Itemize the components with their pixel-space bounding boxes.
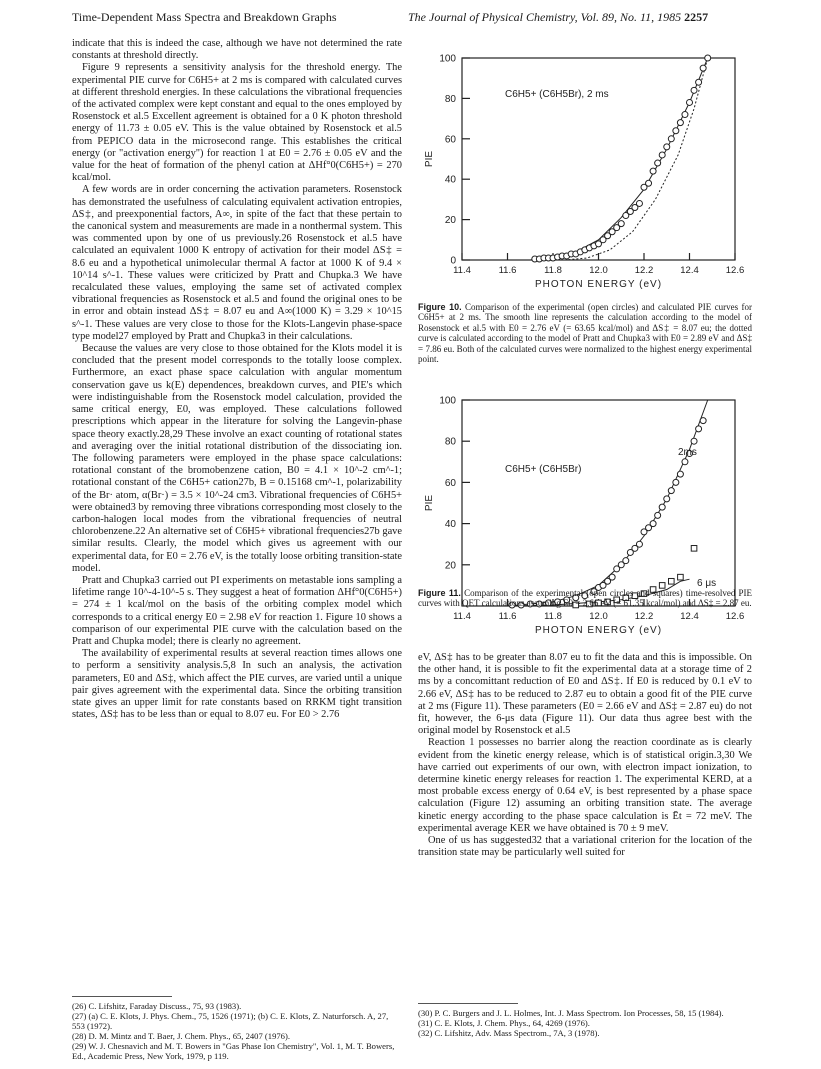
y-tick-label: 100: [439, 53, 456, 65]
x-tick-label: 11.6: [498, 611, 517, 622]
x-tick-label: 11.4: [453, 611, 471, 622]
reference: (32) C. Lifshitz, Adv. Mass Spectrom., 7A, 3 (1978).: [418, 1028, 600, 1038]
y-tick-label: 60: [444, 477, 456, 489]
caption-label: Figure 10.: [418, 302, 462, 312]
x-tick-label: 11.8: [544, 611, 562, 622]
x-tick-label: 12.6: [725, 265, 745, 276]
paragraph: A few words are in order concerning the activation parameters. Rosenstock has demonstrated the usefulness of calculating equivalent activation entropies, ΔS‡, and preexponential factors, A∞, in spite of the fact that these pertain to the canonical system and measurements are made in a nonthermal system. This was commented upon by one of us previously.26 Rosenstock et al.5 have calculated an equivalent 1000 K entropy of activation for their model ΔS‡ = 8.6 eu and a hypothetical unimolecular thermal A factor at 1000 K of 9.4 × 10^14 s^-1. These values were criticized by Pratt and Chupka.3 We have recalculated these values, employing the same set of activated complex vibrational frequencies as Rosenstock et al.5 and found the original ones to be in error and obtain instead ΔS‡ = 8.07 eu and A∞(1000 K) = 3.29 × 10^15 s^-1. These values are very close to those for the Klots-Langevin phase-space type model27 employed by Pratt and Chupka3 in their calculations.: [72, 184, 402, 342]
data-point-circle: [659, 504, 665, 510]
paragraph: The availability of experimental results at several reaction times allows one to perform a sensitivity analysis.5,8 In such an analysis, the activation parameters, E0 and ΔS‡, which affect the PIE curves, are varied until a unique pair gives agreement with the experimental data. Since the orbiting transition state gives an upper limit for rate constants based on RRKM tight transition states, ΔS‡ has to be less than or equal to 8.07 eu. For E0 > 2.76: [72, 648, 402, 721]
data-point-circle: [691, 438, 697, 444]
caption-label: Figure 11.: [418, 588, 461, 598]
x-tick-label: 12.0: [589, 611, 608, 622]
journal-citation: The Journal of Physical Chemistry, Vol. 89, No. 11, 1985: [408, 10, 682, 24]
y-tick-label: 80: [444, 436, 456, 448]
paragraph: indicate that this is indeed the case, although we have not determined the rate constants at threshold directly.: [72, 38, 402, 62]
y-tick-label: 60: [444, 134, 456, 146]
footnote-rule: [418, 1003, 518, 1004]
data-point-circle: [623, 558, 629, 564]
y-axis-label: PIE: [424, 494, 435, 512]
y-tick-label: 40: [444, 174, 456, 186]
reference: (28) D. M. Mintz and T. Baer, J. Chem. Phys., 65, 2407 (1976).: [72, 1031, 290, 1041]
caption-text: Comparison of the experimental (open circles and squares) time-resolved PIE curves with QET calculations assuming E0 = 2.66 eV (= 61.35 kcal/mol) and ΔS‡ = 2.87 eu.: [418, 588, 752, 609]
x-axis-label: PHOTON ENERGY (eV): [534, 625, 663, 636]
footnote-rule: [72, 996, 172, 997]
reference: (31) C. E. Klots, J. Chem. Phys., 64, 4269 (1976).: [418, 1018, 590, 1028]
paragraph: eV, ΔS‡ has to be greater than 8.07 eu to fit the data and this is impossible. On the other hand, it is possible to fit the experimental data at a storage time of 2 ms by a concomittant reduction of E0 and ΔS‡. If E0 is reduced by 0.1 eV to 2.66 eV, ΔS‡ has to be reduced to 2.87 eu to obtain a good fit of the PIE curve at 2 ms (Figure 11). These parameters (E0 = 2.66 eV and ΔS‡ = 2.87 eu) do not fit, however, the 6-μs data (Figure 11). Our data thus agree best with the original model by Rosenstock et al.5: [418, 652, 752, 737]
data-point-circle: [696, 426, 702, 432]
reference: (30) P. C. Burgers and J. L. Holmes, Int. J. Mass Spectrom. Ion Processes, 58, 15 (1984).: [418, 1008, 724, 1018]
paragraph: Pratt and Chupka3 carried out PI experiments on metastable ions sampling a lifetime range 10^-4-10^-5 s. They suggest a heat of formation ΔHf°0(C6H5+) = 274 ± 1 kcal/mol on the basis of the orbiting complex model which corresponds to a critical energy E0 = 2.98 eV for reaction 1. Figure 10 shows a comparison of our experimental PIE curve with the calculation based on the Pratt and Chupka model; there is clearly no agreement.: [72, 574, 402, 647]
x-tick-label: 12.0: [589, 265, 608, 276]
paragraph: Reaction 1 possesses no barrier along the reaction coordinate as is clearly evident from the kinetic energy release, which is of statistical origin.3,30 We have carried out experiments of our own, with electron impact ionization, to determine kinetic energy releases for reaction 1. The experimental KERD, at a most probable excess energy of 0.64 eV, is best represented by a phase space calculation (Figure 12) assuming an orbiting transition state. The average kinetic energy according to the phase space calculation is Ēt = 72 meV. The experimental average KER we have obtained is 70 ± 9 meV.: [418, 737, 752, 834]
x-tick-label: 12.2: [634, 265, 654, 276]
y-axis-label: PIE: [424, 150, 435, 168]
data-point-circle: [673, 479, 679, 485]
y-tick-label: 100: [439, 395, 456, 407]
caption-text: Comparison of the experimental (open circles) and calculated PIE curves for C6H5+ at 2 ms. The smooth line represents the calculation according to the model of Rosenstock et al.5 with E0 = 2.76 eV (= 63.65 kcal/mol) and ΔS‡ = 8.07 eu; the dotted curve is calculated according to the model of Pratt and Chupka3 with E0 = 2.89 eV and ΔS‡ = 7.86 eu. Both of the calculated curves were normalized to the highest energy experimental point.: [418, 302, 752, 365]
data-point-circle: [636, 541, 642, 547]
data-point-circle: [655, 512, 661, 518]
y-tick-label: 40: [444, 519, 456, 531]
data-point-circle: [682, 459, 688, 465]
page-number: 2257: [684, 10, 709, 24]
x-tick-label: 12.2: [634, 611, 654, 622]
paragraph: Figure 9 represents a sensitivity analysis for the threshold energy. The experimental PIE curve for C6H5+ at 2 ms is compared with calculated curves at different threshold energies. In these calculations the vibrational frequencies of the activated complex were kept constant and equal to the ones employed by Rosenstock et al.5 Excellent agreement is obtained for a 0 K photon threshold energy of 11.73 ± 0.05 eV. This is the value obtained by Rosenstock et al.5 from PEPICO data in the microsecond range. This establishes the critical energy (or "activation energy") for reaction 1 at E0 = 2.76 ± 0.05 eV and the value for the heat of formation of the phenyl cation at ΔHf°0(C6H5+) = 270 kcal/mol.: [72, 62, 402, 184]
paragraph: One of us has suggested32 that a variational criterion for the location of the transition state may be particularly well suited for: [418, 835, 752, 859]
x-axis-label: PHOTON ENERGY (eV): [534, 279, 663, 290]
running-title: Time-Dependent Mass Spectra and Breakdown Graphs: [72, 10, 337, 24]
data-point-circle: [677, 471, 683, 477]
y-tick-label: 80: [444, 93, 456, 105]
x-tick-label: 11.8: [544, 265, 562, 276]
x-tick-label: 12.4: [680, 611, 699, 622]
data-point-square: [691, 546, 697, 552]
references-left: [72, 1001, 402, 1061]
paragraph: Because the values are very close to those obtained for the Klots model it is concluded that the present model corresponds to the totally loose complex. Furthermore, an exact phase space calculation with angular momentum conservation gave us k(E) dependences, breakdown curves, and PIE's which were indistinguishable from the Rosenstock model calculation, provided the same critical energy, E0, was employed. These calculations followed prescriptions which appear in the literature for solving the Langevin-phase space theory exactly.28,29 These involve an exact counting of rotational states and averaging over the initial rotational distribution of the dissociating ion. The following parameters were employed in the phase space calculations: rotational constant of the bromobenzene cation, B0 = 4.1 × 10^-2 cm^-1; rotational constant of the C6H5+ cation27b, B = 0.15168 cm^-1, polarizability of the Br· atom, α(Br·) = 3.5 × 10^-24 cm3. Vibrational frequencies of C6H5+ were obtained3 by removing three vibrations corresponding most closely to the carbon-halogen local modes from the vibrational frequencies of neutral chlorobenzene.22 An alternative set of C6H5+ vibrational frequencies27b gave similar results. Clearly, the model which gives us agreement with our experimental data, for E0 = 2.76 eV, is the totally loose orbiting transition-state model.: [72, 343, 402, 574]
chart-annotation: C6H5+ (C6H5Br): [505, 464, 582, 475]
data-point-circle: [650, 521, 656, 527]
data-point-square: [678, 574, 684, 580]
y-tick-label: 0: [450, 255, 456, 267]
data-point-circle: [609, 574, 615, 580]
plot-frame: [462, 400, 735, 606]
reference: (26) C. Lifshitz, Faraday Discuss., 75, 93 (1983).: [72, 1001, 242, 1011]
x-tick-label: 12.6: [725, 611, 745, 622]
y-tick-label: 20: [444, 560, 456, 572]
reference: (29) W. J. Chesnavich and M. T. Bowers in "Gas Phase Ion Chemistry", Vol. 1, M. T. Bowers, Ed., Academic Press, New York, 1979, p 119.: [72, 1041, 395, 1061]
y-tick-label: 20: [444, 215, 456, 227]
chart-annotation: C6H5+ (C6H5Br), 2 ms: [505, 89, 609, 100]
x-tick-label: 11.4: [453, 265, 471, 276]
x-tick-label: 12.4: [680, 265, 699, 276]
data-point-square: [669, 578, 675, 584]
references-right: [418, 1008, 752, 1038]
series-label: 6 μs: [697, 578, 717, 589]
right-column-text: [418, 652, 752, 859]
x-tick-label: 11.6: [498, 265, 517, 276]
figure-11-caption: [418, 588, 752, 609]
series-label: 2ms: [678, 447, 697, 458]
reference: (27) (a) C. E. Klots, J. Phys. Chem., 75, 1526 (1971); (b) C. E. Klots, Z. Naturforsch. A, 27, 553 (1972).: [72, 1011, 389, 1031]
data-point-circle: [668, 488, 674, 494]
data-point-circle: [700, 418, 706, 424]
data-point-circle: [664, 496, 670, 502]
